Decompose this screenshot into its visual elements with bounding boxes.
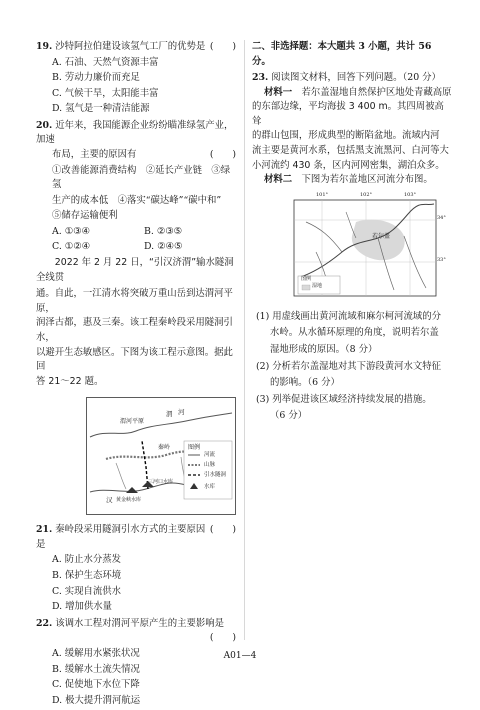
q23-sub1-line1: (1) 用虚线画出黄河流域和麻尔柯河流域的分	[256, 310, 442, 322]
right-column	[252, 40, 452, 426]
zoige-map-svg	[286, 192, 446, 300]
q19-option-c: C. 气候干旱，太阳能丰富	[52, 87, 159, 99]
fig2-lat2: 33°	[437, 256, 446, 263]
fig2-lat1: 34°	[437, 214, 446, 221]
q21-option-c: C. 实现自流供水	[52, 585, 122, 597]
figure-zoige-river-map	[286, 192, 446, 300]
m2-label: 材料二	[264, 174, 293, 186]
question-23	[252, 71, 452, 424]
fig2-lon3: 103°	[404, 191, 417, 198]
left-column	[36, 40, 236, 710]
q19-number: 19.	[36, 41, 53, 52]
fig1-label-he: 河	[178, 408, 185, 417]
q23-sub3-line1: (3) 列举促进该区域经济持续发展的措施。	[256, 393, 432, 405]
q22-number: 22.	[36, 617, 53, 629]
q20-number: 20.	[36, 119, 53, 131]
q22-option-a: A. 缓解用水紧张状况	[52, 647, 140, 659]
page-number: A01—4	[223, 651, 257, 661]
column-divider	[244, 40, 245, 640]
q23-sub1-line2: 水岭。从水循环原理的角度，说明若尔盖	[270, 327, 439, 339]
m1-line1: 若尔盖湿地自然保护区地处青藏高原	[292, 86, 452, 98]
q20-options-row2	[36, 240, 236, 255]
fig1-label-wei: 渭	[166, 410, 173, 419]
fig1-label-res2: 三河口水库	[148, 479, 174, 486]
q20-stem-line1: 近年来，我国能源企业纷纷瞄准绿氢产业，加速	[36, 119, 234, 146]
q22-option-d: D. 极大提升渭河航运	[52, 694, 141, 706]
fig1-label-han: 汉	[106, 496, 113, 505]
m1-line2: 的东部边缘，平均海拔 3 400 m。其四周被高耸	[252, 101, 444, 127]
fig1-legend-river: 河流	[204, 452, 216, 459]
section-2-title: 二、非选择题：本大题共 3 小题，共计 56 分。	[252, 41, 432, 67]
m2-line1: 下图为若尔盖地区河流分布图。	[292, 174, 433, 186]
question-19	[36, 40, 236, 117]
passage-line4: 以避开生态敏感区。下图为该工程示意图。据此回	[36, 346, 233, 373]
q20-answer-paren: ( )	[209, 149, 236, 161]
fig1-label-res1: 黄金峡水库	[116, 497, 142, 504]
q20-option-a: A. ①③④	[52, 225, 90, 237]
fig1-legend-tunnel: 引水隧洞	[204, 472, 227, 479]
fig2-label-zoige: 若尔盖	[372, 232, 391, 240]
question-20	[36, 119, 236, 254]
q20-option-d: D. ②④⑤	[144, 240, 183, 252]
q23-sub2-line2: 的影响。（6 分）	[270, 377, 340, 389]
m1-line3: 的群山包围，形成典型的断陷盆地。流域内河	[252, 130, 440, 142]
fig1-legend-title: 图例	[188, 444, 201, 452]
passage-line2: 通。自此，一江清水将突破万重山岳到达渭河平原，	[36, 288, 233, 314]
fig2-legend-wetland: 湿地	[312, 282, 323, 289]
passage-line1: 2022 年 2 月 22 日，“引汉济渭”输水隧洞全线贯	[36, 257, 234, 283]
q22-answer-paren: ( )	[209, 632, 236, 644]
q23-material-2	[252, 173, 452, 188]
q20-items-line2: 生产的成本低 ④落实“碳达峰”“碳中和”	[52, 194, 222, 206]
q20-option-c: C. ①②④	[52, 240, 91, 252]
m1-label: 材料一	[264, 86, 293, 98]
q23-stem: 阅读图文材料，回答下列问题。（20 分）	[271, 72, 441, 84]
q23-number: 23.	[252, 72, 269, 84]
q23-material-1	[252, 86, 452, 173]
q20-items-line3: ⑤储存运输便利	[52, 210, 118, 222]
fig1-label-plain: 渭河平原	[120, 418, 145, 426]
q20-options-row1	[36, 225, 236, 240]
passage-line3: 润泽古都，惠及三秦。该工程秦岭段采用隧洞引水，	[36, 317, 233, 343]
q19-option-a: A. 石油、天然气资源丰富	[52, 56, 159, 68]
q21-number: 21.	[36, 524, 53, 536]
q19-answer-paren: ( )	[209, 41, 236, 52]
q22-option-b: B. 缓解水土流失情况	[52, 663, 140, 675]
q20-option-b: B. ②③⑤	[144, 225, 183, 237]
fig2-legend-title: 图例	[301, 275, 312, 282]
q21-answer-paren: ( )	[209, 524, 236, 536]
m1-line5: 小河流约 430 条，区内河网密集，湖泊众多。	[252, 159, 445, 171]
fig2-lon1: 101°	[316, 191, 329, 198]
q20-items-line1: ①改善能源消费结构 ②延长产业链 ③绿氢	[52, 164, 231, 191]
q19-stem: 沙特阿拉伯建设该氢气工厂的优势是	[55, 41, 206, 52]
q21-option-d: D. 增加供水量	[52, 601, 113, 613]
q21-option-a: A. 防止水分蒸发	[52, 554, 121, 566]
q23-sub1-line3: 湿地形成的原因。（8 分）	[270, 343, 378, 355]
fig2-lon2: 102°	[360, 191, 373, 198]
fig1-legend-reservoir: 水库	[204, 484, 216, 491]
passage	[36, 256, 236, 389]
q22-option-c: C. 促使地下水位下降	[52, 679, 140, 691]
fig1-label-qinling: 秦岭	[158, 444, 171, 452]
m1-line4: 流主要是黄河水系，包括黑支流黑河、白河等大	[252, 145, 449, 157]
fig1-legend-mountain: 山脉	[204, 462, 216, 469]
question-21	[36, 523, 236, 614]
q21-stem: 秦岭段采用隧洞引水方式的主要原因是	[36, 524, 206, 550]
q19-option-d: D. 氢气是一种清洁能源	[52, 103, 150, 115]
passage-line5: 答 21～22 题。	[36, 375, 104, 387]
q19-option-b: B. 劳动力廉价而充足	[52, 72, 140, 84]
q22-stem: 该调水工程对渭河平原产生的主要影响是	[55, 617, 225, 629]
q23-sub2-line1: (2) 分析若尔盖湿地对其下游段黄河水文特征	[256, 360, 442, 372]
q23-subquestions	[252, 310, 452, 424]
q23-sub3-line2: （6 分）	[270, 410, 308, 422]
figure-water-diversion-map	[86, 397, 236, 515]
q21-option-b: B. 保护生态环境	[52, 570, 122, 582]
q20-stem-line2: 布局，主要的原因有	[52, 149, 137, 161]
